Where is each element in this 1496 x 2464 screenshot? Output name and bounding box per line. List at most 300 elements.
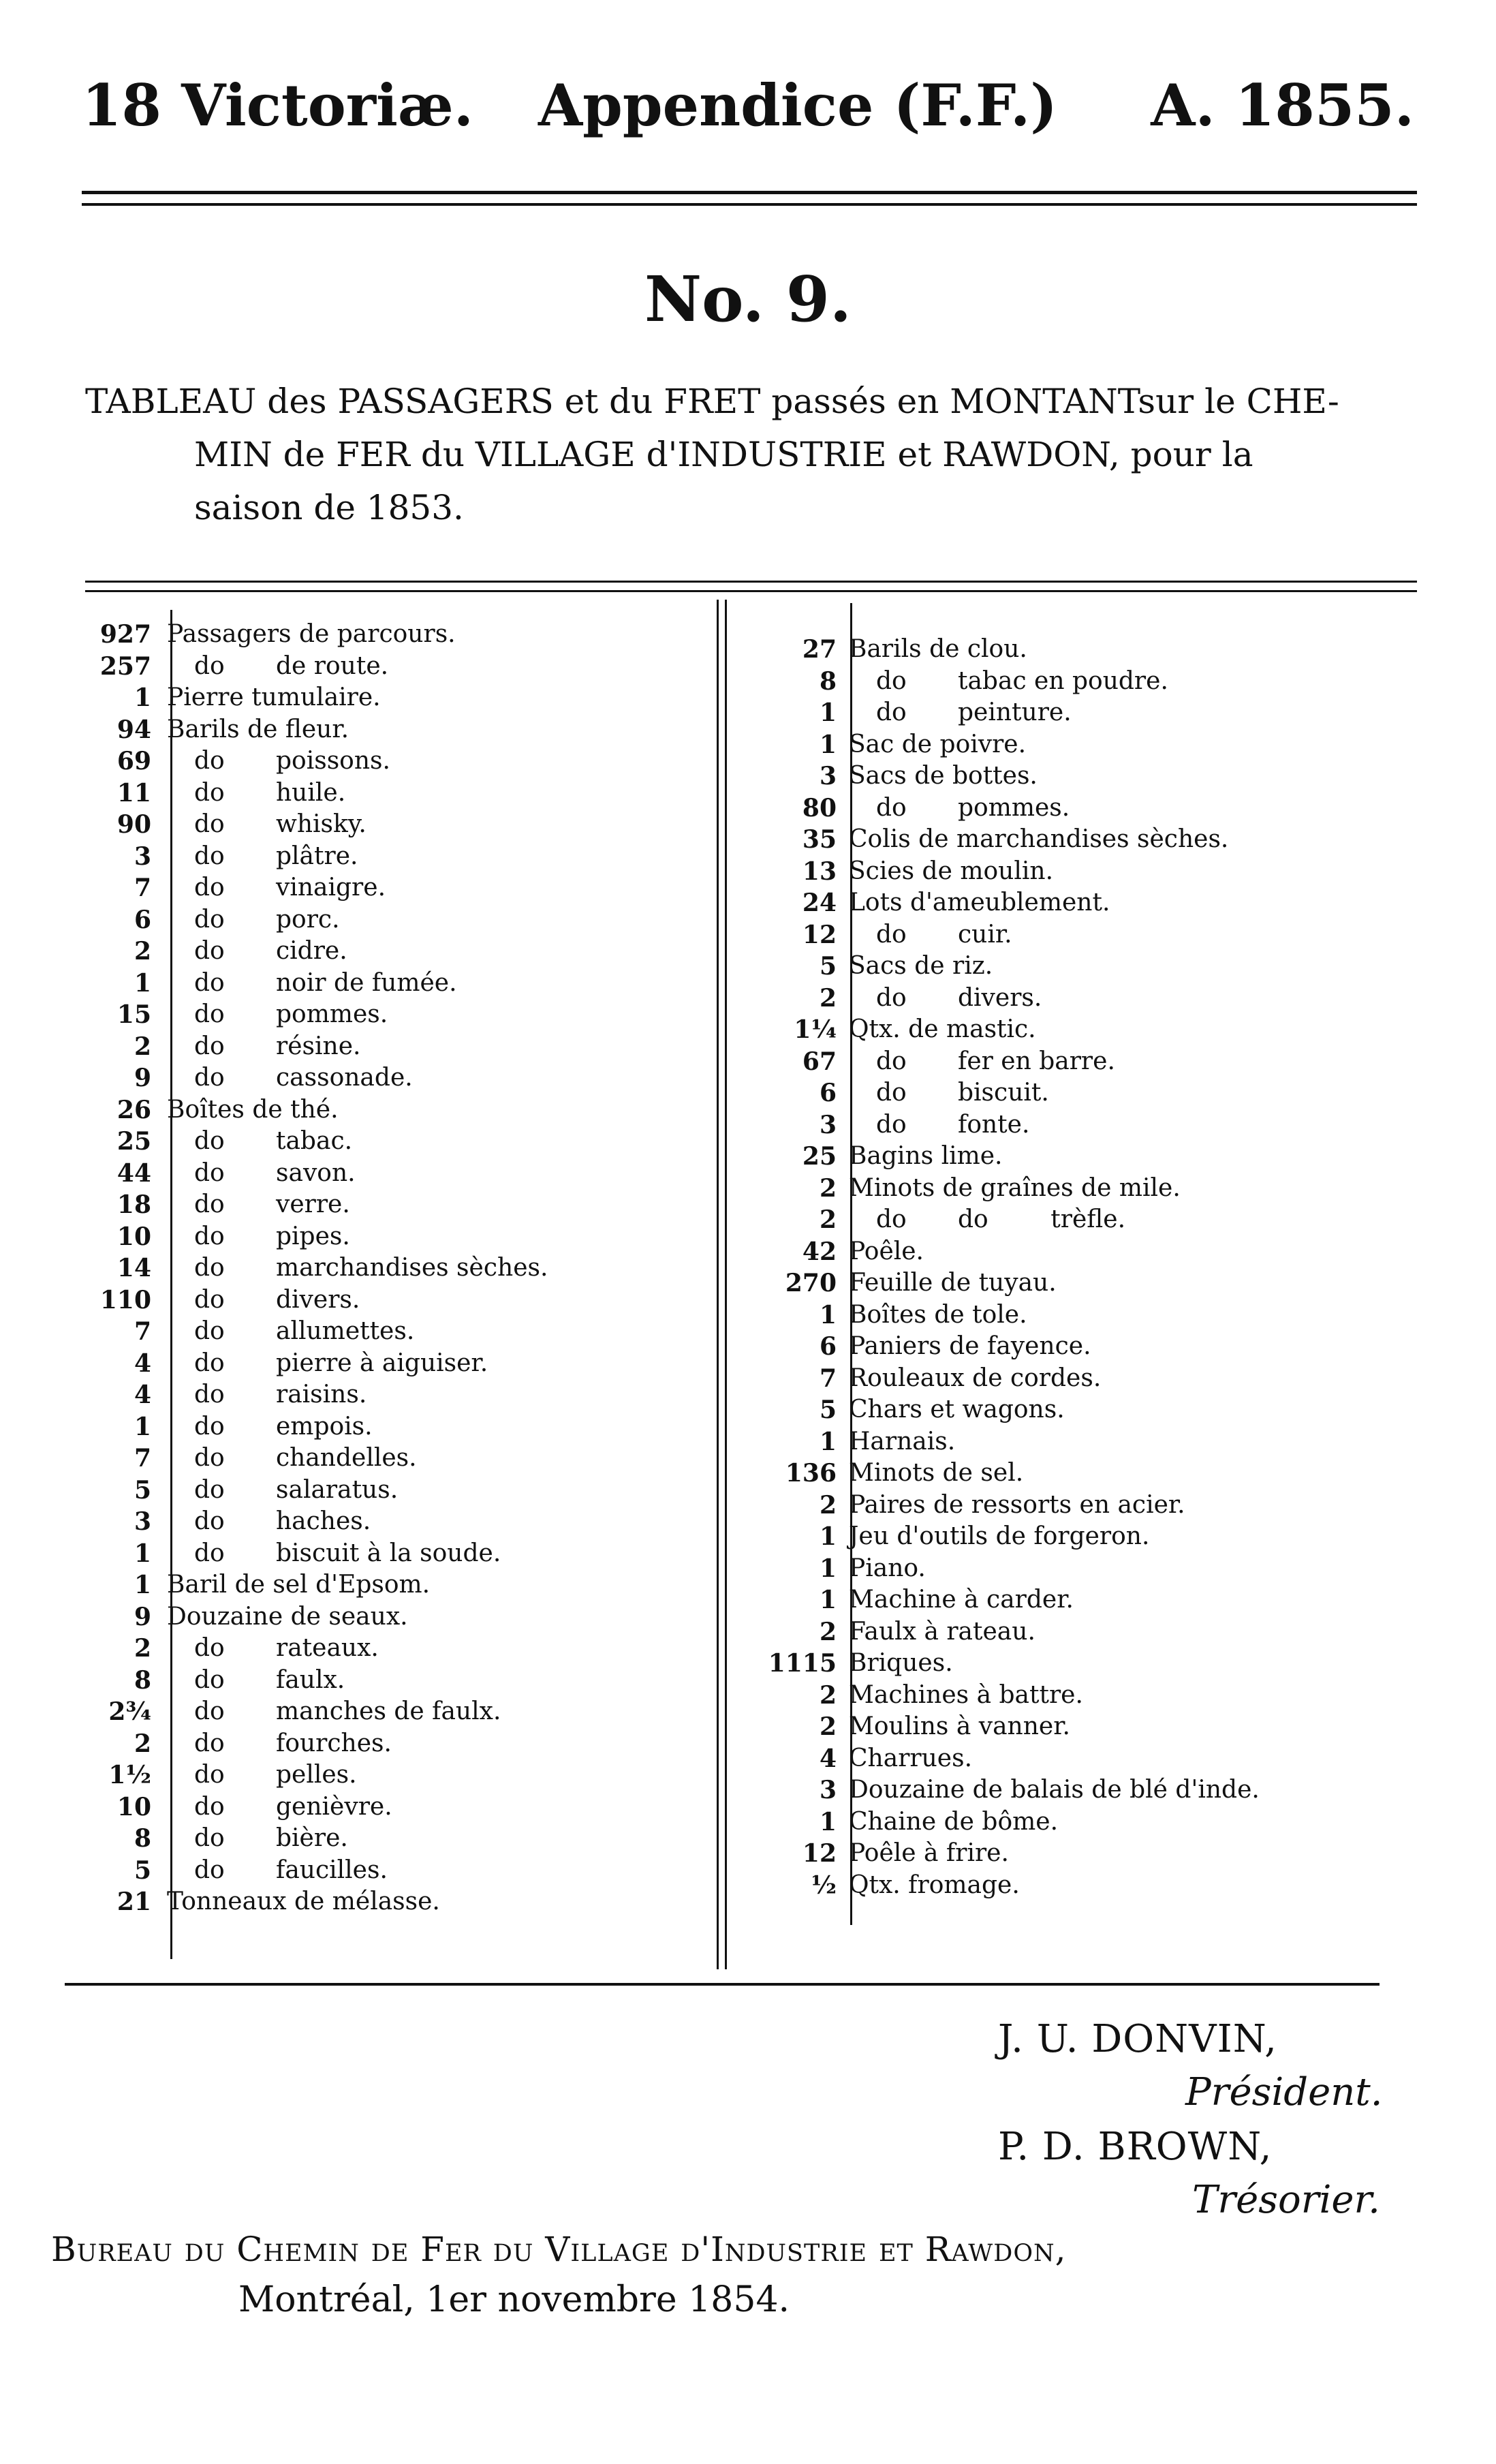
signature-treasurer [998, 2125, 1272, 2169]
quantity: 2¾ [108, 1697, 151, 1726]
table-row [762, 1426, 1416, 1458]
header-appendix: Appendice (F.F.) [538, 72, 1057, 139]
place-and-date: Montréal, 1er novembre 1854. [238, 2279, 790, 2320]
table-rule-bottom [65, 1983, 1380, 1986]
item-description [167, 1506, 371, 1538]
item-description [849, 697, 1072, 729]
item-text: Chars et wagons. [849, 1396, 1065, 1423]
quantity: 10 [116, 1792, 151, 1821]
item-text: de route. [276, 651, 389, 680]
item-description [167, 1855, 388, 1887]
item-description [849, 919, 1012, 951]
item-text: pelles. [276, 1761, 357, 1789]
ditto-mark: do [194, 1317, 225, 1345]
item-text: Boîtes de thé. [167, 1095, 339, 1124]
quantity: 4 [134, 1349, 151, 1378]
quantity: 7 [134, 1317, 151, 1346]
item-description [167, 1538, 501, 1570]
table-row [75, 1316, 702, 1348]
item-description [167, 1284, 360, 1316]
item-text: faucilles. [276, 1855, 388, 1884]
signatory-name: P. D. BROWN, [998, 2125, 1273, 2169]
ditto-mark: do [194, 1824, 225, 1852]
ditto-mark: do [194, 1127, 225, 1155]
quantity: 1 [819, 1427, 837, 1456]
title-line: TABLEAU des PASSAGERS et du FRET passés en MONTANTsur le CHE- [85, 382, 1339, 421]
item-description [167, 1158, 356, 1190]
ditto-mark: do [194, 1285, 225, 1314]
item-description [849, 1870, 1020, 1902]
item-description [849, 1394, 1065, 1426]
ditto-mark: do [194, 1665, 225, 1694]
item-text: noir de fumée. [276, 968, 457, 997]
quantity: 1115 [768, 1649, 837, 1678]
center-separator-1 [717, 600, 719, 1969]
item-description [849, 634, 1027, 666]
quantity: 1 [819, 1300, 837, 1329]
table-row [75, 1633, 702, 1665]
item-text: genièvre. [276, 1792, 392, 1821]
quantity: 25 [116, 1127, 151, 1156]
quantity: 8 [819, 666, 837, 696]
table-row [762, 1267, 1416, 1299]
item-text: verre. [276, 1190, 350, 1218]
item-text: Faulx à rateau. [849, 1617, 1035, 1646]
table-row [762, 1363, 1416, 1395]
quantity: 10 [116, 1222, 151, 1251]
item-text: Rouleaux de cordes. [849, 1364, 1102, 1392]
item-description [849, 1173, 1181, 1205]
item-description [167, 1696, 501, 1728]
item-description [167, 1316, 414, 1348]
quantity: 35 [802, 825, 837, 854]
quantity: 7 [134, 874, 151, 902]
item-description [167, 1759, 357, 1791]
item-text: fer en barre. [958, 1047, 1115, 1075]
ditto-mark: do [194, 651, 225, 680]
quantity: 12 [802, 1839, 837, 1868]
running-head [82, 72, 1414, 147]
item-text: pierre à aiguiser. [276, 1349, 488, 1377]
table-row [762, 1077, 1416, 1109]
item-description [849, 1743, 972, 1775]
item-description [167, 1126, 352, 1158]
signatory-role: Président. [1185, 2070, 1383, 2114]
ditto-mark: do [876, 1079, 907, 1107]
quantity: 1 [134, 1412, 151, 1441]
item-text: whisky. [276, 810, 367, 838]
ditto-mark: do [876, 983, 907, 1012]
item-description [849, 887, 1110, 919]
item-description [167, 1031, 360, 1063]
item-description [849, 792, 1070, 825]
quantity: 136 [785, 1459, 837, 1488]
ditto-mark: do [194, 1634, 225, 1662]
table-row [75, 809, 702, 841]
table-row [762, 1204, 1416, 1236]
item-description [849, 1711, 1070, 1743]
item-text: faulx. [276, 1665, 345, 1694]
quantity: 6 [134, 905, 151, 934]
item-text: Barils de clou. [849, 635, 1027, 663]
table-row [762, 1014, 1416, 1046]
table-row [762, 1648, 1416, 1680]
signature-president-role [1185, 2070, 1383, 2114]
table-row [75, 1379, 702, 1411]
quantity: 7 [819, 1364, 837, 1393]
table-row [762, 1490, 1416, 1522]
table-row [762, 1743, 1416, 1775]
item-description [849, 983, 1042, 1015]
quantity: 26 [116, 1095, 151, 1124]
ditto-mark: do [194, 1349, 225, 1377]
item-text: huile. [276, 778, 346, 807]
item-description [849, 666, 1168, 698]
table-row [75, 1569, 702, 1601]
item-description [849, 1774, 1260, 1806]
ditto-mark: do [194, 968, 225, 997]
quantity: 1 [819, 698, 837, 727]
quantity: 69 [116, 747, 151, 775]
table-row [762, 1616, 1416, 1648]
quantity: 21 [116, 1888, 151, 1916]
item-description [849, 1077, 1049, 1109]
item-text: Minots de graînes de mile. [849, 1173, 1181, 1202]
quantity: 5 [134, 1855, 151, 1885]
item-text: savon. [276, 1158, 356, 1187]
item-description [167, 1062, 413, 1094]
quantity: 270 [785, 1269, 837, 1297]
item-text: Minots de sel. [849, 1459, 1024, 1487]
quantity: 2 [819, 1205, 837, 1234]
table-row [762, 666, 1416, 698]
quantity: 257 [99, 651, 151, 681]
item-text: vinaigre. [276, 874, 386, 902]
quantity: 2 [134, 937, 151, 966]
item-description [849, 1521, 1149, 1553]
table-row [762, 919, 1416, 951]
item-text: divers. [958, 983, 1042, 1012]
item-description [167, 714, 349, 746]
item-text: rateaux. [276, 1634, 379, 1662]
item-description [849, 1648, 953, 1680]
item-description [167, 1411, 373, 1443]
quantity: 44 [116, 1158, 151, 1188]
item-description [167, 1221, 350, 1253]
table-row [762, 1838, 1416, 1870]
item-text: pommes. [276, 1000, 388, 1028]
table-row [75, 1348, 702, 1380]
quantity: 6 [819, 1079, 837, 1107]
table-row [75, 1221, 702, 1253]
item-description [167, 936, 347, 968]
table-row [75, 619, 702, 651]
item-description [849, 1806, 1058, 1838]
quantity: 9 [134, 1602, 151, 1631]
item-text: Paniers de fayence. [849, 1332, 1091, 1360]
table-row [762, 1299, 1416, 1331]
item-text: Baril de sel d'Epsom. [167, 1571, 431, 1599]
quantity: 1 [819, 1522, 837, 1551]
right-column-list [762, 634, 1416, 1901]
item-text: tabac en poudre. [958, 666, 1168, 695]
item-text: allumettes. [276, 1317, 415, 1345]
table-row [762, 1870, 1416, 1902]
quantity: 2 [134, 1634, 151, 1663]
table-row [75, 1284, 702, 1316]
quantity: 2 [819, 1617, 837, 1646]
item-text: Sac de poivre. [849, 730, 1027, 758]
item-text: haches. [276, 1507, 371, 1535]
table-row [75, 1696, 702, 1728]
item-text: pommes. [958, 793, 1070, 822]
item-text: manches de faulx. [276, 1697, 501, 1725]
table-row [762, 1711, 1416, 1743]
ditto-mark: do [194, 1729, 225, 1757]
quantity: 1 [134, 683, 151, 712]
quantity: 8 [134, 1824, 151, 1853]
item-description [167, 999, 388, 1031]
quantity: 80 [802, 793, 837, 822]
table-row [75, 1189, 702, 1221]
quantity: 927 [99, 620, 151, 649]
quantity: 2 [819, 983, 837, 1013]
item-description [167, 809, 367, 841]
center-separator-2 [725, 600, 727, 1969]
item-description [849, 1584, 1074, 1616]
item-text: Charrues. [849, 1744, 973, 1772]
signature-treasurer-role [1192, 2178, 1380, 2222]
ditto-mark: do [876, 793, 907, 822]
item-text: salaratus. [276, 1475, 399, 1504]
quantity: 12 [802, 920, 837, 949]
item-description [849, 1426, 955, 1458]
signature-president [998, 2017, 1277, 2061]
item-text: Sacs de riz. [849, 952, 993, 980]
quantity: 3 [134, 1507, 151, 1536]
table-row [762, 1584, 1416, 1616]
title-line: saison de 1853. [194, 488, 464, 527]
item-text: biscuit. [958, 1079, 1049, 1107]
item-description [167, 872, 386, 904]
item-text: Barils de fleur. [167, 715, 349, 743]
item-description [849, 1109, 1029, 1141]
quantity: 5 [134, 1475, 151, 1505]
item-text: Paires de ressorts en acier. [849, 1490, 1185, 1519]
item-text: do trèfle. [958, 1205, 1126, 1233]
ditto-mark: do [194, 1475, 225, 1504]
ditto-mark: do [194, 842, 225, 870]
table-rule-top [85, 581, 1417, 583]
table-row [75, 904, 702, 936]
quantity: 27 [802, 635, 837, 664]
table-row [75, 1728, 702, 1760]
ditto-mark: do [194, 810, 225, 838]
table-row [762, 1236, 1416, 1268]
item-description [849, 1299, 1027, 1331]
table-row [75, 1158, 702, 1190]
ditto-mark: do [876, 920, 907, 949]
item-description [167, 968, 457, 1000]
item-text: Poêle à frire. [849, 1839, 1009, 1867]
item-text: porc. [276, 905, 340, 934]
header-year: A. 1855. [1151, 72, 1414, 139]
item-description [849, 729, 1026, 761]
item-description [849, 1236, 924, 1268]
item-text: peinture. [958, 698, 1072, 726]
item-description [167, 651, 388, 683]
item-text: Pierre tumulaire. [167, 683, 381, 711]
ditto-mark: do [194, 1539, 225, 1567]
header-regnal-year: 18 Victoriæ. [82, 72, 474, 139]
table-row [75, 682, 702, 714]
item-text: Chaine de bôme. [849, 1807, 1059, 1836]
table-row [762, 1109, 1416, 1141]
item-text: Feuille de tuyau. [849, 1269, 1057, 1297]
table-row [75, 651, 702, 683]
ditto-mark: do [194, 1792, 225, 1821]
table-row [762, 983, 1416, 1015]
table-row [75, 714, 702, 746]
item-description [167, 1475, 398, 1507]
quantity: 2 [134, 1729, 151, 1758]
table-row [75, 968, 702, 1000]
signatory-role: Trésorier. [1192, 2178, 1380, 2222]
quantity: 94 [116, 715, 151, 744]
table-row [762, 634, 1416, 666]
item-description [849, 1046, 1115, 1078]
ditto-mark: do [876, 666, 907, 695]
quantity: 3 [819, 1110, 837, 1139]
title-line: MIN de FER du VILLAGE d'INDUSTRIE et RAWDON, pour la [194, 435, 1253, 474]
item-text: Scies de moulin. [849, 857, 1054, 885]
item-text: Douzaine de seaux. [167, 1602, 408, 1631]
table-row [762, 951, 1416, 983]
table-row [75, 872, 702, 904]
table-row [75, 1126, 702, 1158]
ditto-mark: do [194, 1000, 225, 1028]
table-row [762, 1521, 1416, 1553]
item-description [849, 760, 1038, 792]
item-text: Briques. [849, 1649, 953, 1677]
item-text: Qtx. de mastic. [849, 1015, 1036, 1043]
item-description [849, 1458, 1023, 1490]
table-row [762, 1806, 1416, 1838]
quantity: 2 [819, 1680, 837, 1710]
ditto-mark: do [194, 1222, 225, 1250]
item-description [167, 1601, 408, 1633]
item-description [849, 1553, 926, 1585]
ditto-mark: do [194, 747, 225, 775]
table-title [85, 375, 1414, 534]
item-description [167, 1728, 392, 1760]
quantity: 1 [134, 968, 151, 998]
item-text: empois. [276, 1412, 373, 1441]
document-number: No. 9. [644, 262, 852, 336]
item-description [167, 1189, 350, 1221]
item-description [849, 856, 1053, 888]
item-text: cidre. [276, 937, 347, 965]
quantity: 15 [116, 1000, 151, 1029]
quantity: 1 [134, 1571, 151, 1599]
quantity: 8 [134, 1665, 151, 1695]
signatory-name: J. U. DONVIN, [998, 2017, 1277, 2061]
item-description [849, 1331, 1091, 1363]
ditto-mark: do [194, 1697, 225, 1725]
table-row [762, 1046, 1416, 1078]
ditto-mark: do [876, 1110, 907, 1139]
quantity: 2 [819, 1173, 837, 1203]
item-text: tabac. [276, 1127, 353, 1155]
header-rule-bottom [82, 203, 1417, 206]
table-row [762, 1173, 1416, 1205]
quantity: ½ [811, 1870, 837, 1900]
quantity: 4 [819, 1744, 837, 1773]
ditto-mark: do [194, 1064, 225, 1092]
item-text: Lots d'ameublement. [849, 889, 1110, 917]
table-rule-second [85, 590, 1417, 592]
quantity: 1 [819, 730, 837, 759]
item-text: bière. [276, 1824, 348, 1852]
item-description [167, 619, 456, 651]
table-row [75, 777, 702, 810]
table-row [762, 1394, 1416, 1426]
item-text: Qtx. fromage. [849, 1870, 1020, 1899]
item-description [167, 1443, 417, 1475]
item-text: biscuit à la soude. [276, 1539, 501, 1567]
quantity: 24 [802, 889, 837, 917]
quantity: 2 [819, 1712, 837, 1741]
ditto-mark: do [194, 1444, 225, 1472]
quantity: 18 [116, 1190, 151, 1219]
quantity: 1 [819, 1807, 837, 1836]
table-row [75, 1062, 702, 1094]
item-description [167, 1823, 348, 1855]
quantity: 1½ [108, 1761, 151, 1789]
item-text: Tonneaux de mélasse. [167, 1888, 440, 1915]
item-text: Poêle. [849, 1237, 924, 1265]
item-text: Jeu d'outils de forgeron. [849, 1522, 1150, 1550]
item-text: divers. [276, 1285, 360, 1314]
table-row [75, 1475, 702, 1507]
quantity: 1 [134, 1539, 151, 1568]
item-description [849, 824, 1228, 856]
ditto-mark: do [194, 1190, 225, 1218]
quantity: 3 [819, 762, 837, 790]
header-rule-top [82, 191, 1417, 194]
ditto-mark: do [194, 905, 225, 934]
quantity: 110 [99, 1285, 151, 1314]
table-row [762, 824, 1416, 856]
item-description [849, 1363, 1101, 1395]
table-row [75, 999, 702, 1031]
table-row [762, 1774, 1416, 1806]
item-description [849, 1267, 1057, 1299]
quantity: 4 [134, 1381, 151, 1409]
item-description [849, 1838, 1009, 1870]
quantity: 5 [819, 1396, 837, 1424]
item-description [849, 1014, 1036, 1046]
office-address: Bureau du Chemin de Fer du Village d'Industrie et Rawdon, [51, 2230, 1067, 2269]
item-description [167, 777, 345, 810]
quantity: 11 [116, 778, 151, 807]
quantity: 14 [116, 1254, 151, 1282]
quantity: 6 [819, 1332, 837, 1361]
item-text: Douzaine de balais de blé d'inde. [849, 1776, 1260, 1804]
quantity: 2 [819, 1490, 837, 1520]
item-text: fourches. [276, 1729, 392, 1757]
table-row [75, 1855, 702, 1887]
